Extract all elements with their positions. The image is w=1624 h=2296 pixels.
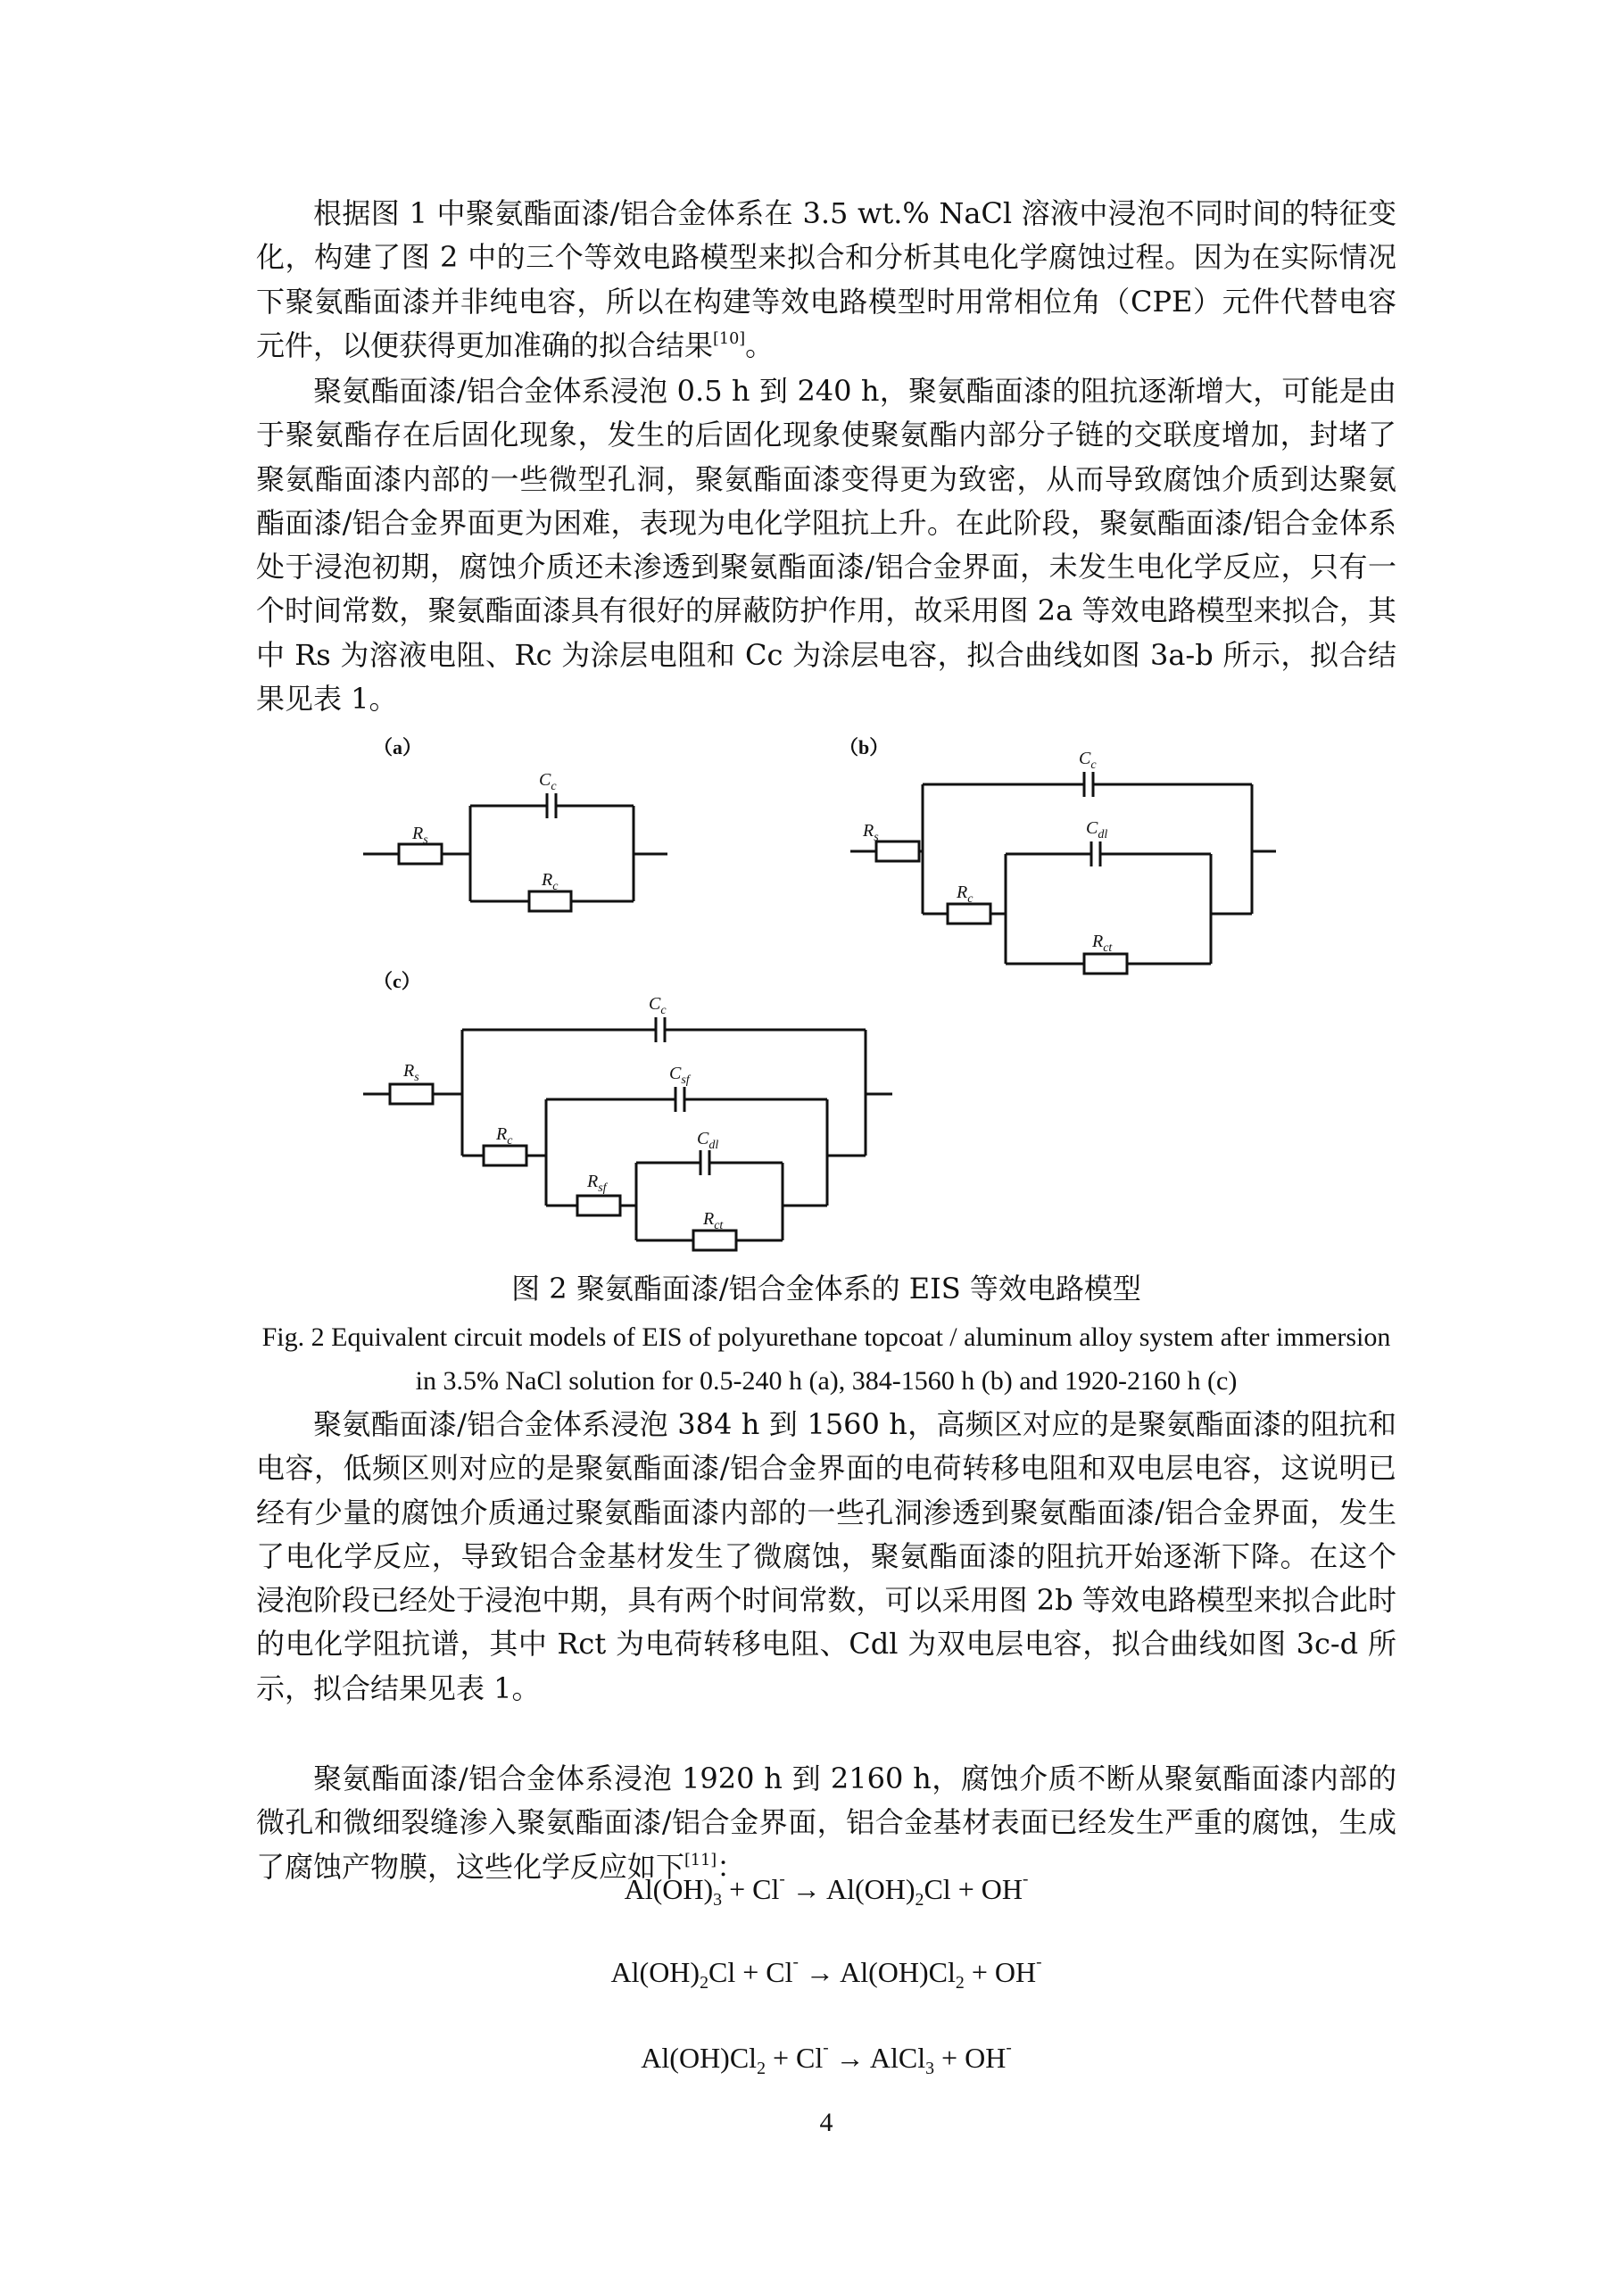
label-rct-c: $R_{ct}$ bbox=[703, 1209, 724, 1232]
label-cc-a: $C_c$ bbox=[539, 770, 557, 793]
label-cc-b: $C_c$ bbox=[1079, 749, 1097, 772]
label-rct-b: $R_{ct}$ bbox=[1092, 932, 1113, 955]
resistor-rct-b bbox=[1084, 954, 1127, 974]
paragraph-1-text: 根据图 1 中聚氨酯面漆/铝合金体系在 3.5 wt.% NaCl 溶液中浸泡不同时间的特征变化，构建了图 2 中的三个等效电路模型来拟合和分析其电化学腐蚀过程。因为在实际情况下聚氨酯面漆并非纯电容，所以在构建等效电路模型时用常相位角（CPE）元件代替电容元件，以便获得更加准确的拟合结果 bbox=[256, 196, 1396, 362]
paragraph-1-end: 。 bbox=[745, 327, 775, 362]
resistor-rc-c bbox=[484, 1146, 526, 1165]
label-cdl-c: $C_{dl}$ bbox=[697, 1129, 719, 1152]
label-cc-c: $C_c$ bbox=[649, 994, 667, 1017]
citation-10: [10] bbox=[713, 329, 746, 348]
panel-label-a: （a） bbox=[373, 736, 423, 758]
panel-label-b: （b） bbox=[839, 736, 890, 758]
panel-label-c: （c） bbox=[373, 970, 421, 992]
label-rs-b: $R_s$ bbox=[863, 821, 879, 844]
resistor-rs-a bbox=[399, 844, 442, 864]
paragraph-4-text: 聚氨酯面漆/铝合金体系浸泡 1920 h 到 2160 h，腐蚀介质不断从聚氨酯面漆内部的微孔和微细裂缝渗入聚氨酯面漆/铝合金界面，铝合金基材表面已经发生严重的腐蚀，生成了腐蚀产物膜，这些化学反应如下 bbox=[256, 1761, 1396, 1884]
resistor-rct-c bbox=[693, 1231, 736, 1250]
label-rc-b: $R_c$ bbox=[957, 883, 974, 906]
label-rsf-c: $R_{sf}$ bbox=[587, 1172, 607, 1195]
circuit-c bbox=[363, 1017, 892, 1250]
paragraph-3: 聚氨酯面漆/铝合金体系浸泡 384 h 到 1560 h，高频区对应的是聚氨酯面漆的阻抗和电容，低频区则对应的是聚氨酯面漆/铝合金界面的电荷转移电阻和双电层电容，这说明已经有少量的腐蚀介质通过聚氨酯面漆内部的一些孔洞渗透到聚氨酯面漆/铝合金界面，发生了电化学反应，导致铝合金基材发生了微腐蚀，聚氨酯面漆的阻抗开始逐渐下降。在这个浸泡阶段已经处于浸泡中期，具有两个时间常数，可以采用图 2b 等效电路模型来拟合此时的电化学阻抗谱，其中 Rct 为电荷转移电阻、Cdl 为双电层电容，拟合曲线如图 3c-d 所示，拟合结果见表 1。 bbox=[256, 1407, 1396, 1705]
label-rs-a: $R_s$ bbox=[412, 824, 428, 847]
figure-caption-en: Fig. 2 Equivalent circuit models of EIS of polyurethane topcoat / aluminum alloy system after immersion in 3.5% NaCl solution for 0.5-240 h (a), 384-1560 h (b) and 1920-2160 h (c) bbox=[261, 1322, 1391, 1396]
label-csf-c: $C_{sf}$ bbox=[669, 1064, 690, 1087]
paragraph-2: 聚氨酯面漆/铝合金体系浸泡 0.5 h 到 240 h，聚氨酯面漆的阻抗逐渐增大，可能是由于聚氨酯存在后固化现象，发生的后固化现象使聚氨酯内部分子链的交联度增加，封堵了聚氨酯面漆内部的一些微型孔洞，聚氨酯面漆变得更为致密，从而导致腐蚀介质到达聚氨酯面漆/铝合金界面更为困难，表现为电化学阻抗上升。在此阶段，聚氨酯面漆/铝合金体系处于浸泡初期，腐蚀介质还未渗透到聚氨酯面漆/铝合金界面，未发生电化学反应，只有一个时间常数，聚氨酯面漆具有很好的屏蔽防护作用，故采用图 2a 等效电路模型来拟合，其中 Rs 为溶液电阻、Rc 为涂层电阻和 Cc 为涂层电容，拟合曲线如图 3a-b 所示，拟合结果见表 1。 bbox=[256, 374, 1396, 717]
resistor-rc-b bbox=[948, 904, 990, 924]
figure-caption-zh: 图 2 聚氨酯面漆/铝合金体系的 EIS 等效电路模型 bbox=[511, 1272, 1141, 1305]
paragraph-4-end: ： bbox=[717, 1849, 746, 1884]
resistor-rs-c bbox=[390, 1084, 433, 1104]
circuit-a bbox=[363, 793, 667, 911]
page-number: 4 bbox=[819, 2108, 833, 2137]
circuit-b bbox=[850, 772, 1276, 974]
equation-1: $Al(OH)_3 + Cl^- \to Al(OH)_2Cl + OH^-$ bbox=[624, 1869, 1029, 1910]
equation-3: $Al(OH)Cl_2 + Cl^-$ → AlCl$_3$ + OH- bbox=[641, 2038, 1012, 2078]
label-rs-c: $R_s$ bbox=[403, 1061, 419, 1084]
label-cdl-b: $C_{dl}$ bbox=[1086, 818, 1108, 841]
resistor-rc-a bbox=[529, 891, 571, 911]
paragraph-4 bbox=[256, 1757, 1396, 1889]
label-rc-c: $R_c$ bbox=[496, 1124, 513, 1148]
label-rc-a: $R_c$ bbox=[542, 870, 559, 893]
citation-11: [11] bbox=[684, 1851, 717, 1869]
resistor-rs-b bbox=[876, 841, 919, 861]
equation-2: $Al(OH)_2Cl + Cl^- \to Al(OH)Cl_2 + OH^-$ bbox=[610, 1952, 1042, 1993]
resistor-rsf-c bbox=[577, 1196, 620, 1215]
